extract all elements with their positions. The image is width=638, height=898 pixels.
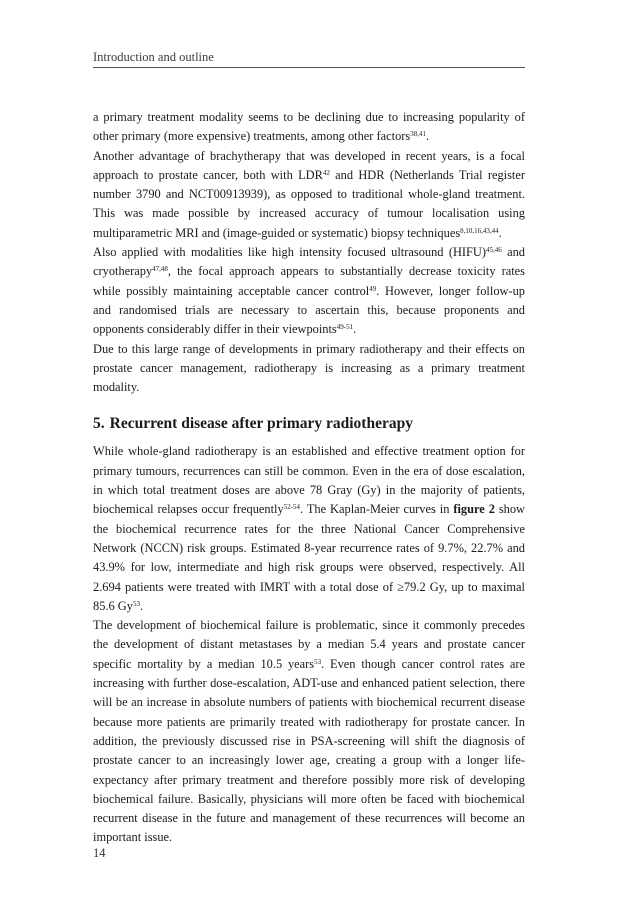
paragraph: a primary treatment modality seems to be declining due to increasing popularity of other primary (more expensive) treatments, among other factors$^{38,41}$.	[93, 110, 525, 144]
citation: 49	[369, 284, 377, 293]
citation: 53	[314, 657, 322, 666]
paragraph: Also applied with modalities like high intensity focused ultrasound (HIFU)$^{45,46}$ and cryotherapy$^{47,48}$, the focal approach appears to substantially decrease toxicity rates while possibly maintaining acceptable cancer control$^{49}$. However, longer follow-up and randomised trials are necessary to ascertain this, because proponents and opponents considerably differ in their viewpoints$^{49-51}$.	[93, 245, 525, 337]
paragraph: Another advantage of brachytherapy that was developed in recent years, is a focal approach to prostate cancer, both with LDR$^{42}$ and HDR (Netherlands Trial register number 3790 and NCT00913939), as opposed to traditional whole-gland treatment. This was made possible by increased accuracy of tumour localisation using multiparametric MRI and (image-guided or systematic) biopsy techniques$^{8,10,16,43,44}$.	[93, 148, 525, 240]
citation: 38,41	[410, 130, 426, 139]
body-text	[93, 108, 525, 848]
citation: 42	[322, 168, 330, 177]
citation: 45,46	[486, 246, 502, 255]
figure-reference[interactable]: figure 2	[453, 502, 495, 517]
citation: 52-54	[283, 503, 301, 512]
header-rule	[93, 67, 525, 68]
section-heading: 5. Recurrent disease after primary radiotherapy	[93, 415, 413, 433]
running-head: Introduction and outline	[93, 50, 214, 64]
citation: 49-51	[336, 323, 354, 332]
citation: 53	[132, 599, 140, 608]
paragraph: The development of biochemical failure is problematic, since it commonly precedes the development of distant metastases by a median 5.4 years and prostate cancer specific mortality by a median 10.5 years$^{53}$. Even though cancer control rates are increasing with further dose-escalation, ADT-use and enhanced patient selection, there will be an increase in absolute numbers of patients with biochemical recurrent disease because more patients are primarily treated with radiotherapy for prostate cancer. In addition, the previously discussed rise in PSA-screening will shift the diagnosis of prostate cancer to an increasingly lower age, creating a group with a longer life-expectancy after primary treatment and therefore possibly more risk of developing biochemical failure. Basically, physicians will more often be faced with biochemical recurrent disease in the future and management of these recurrences will become an important issue.	[93, 618, 525, 845]
paragraph: Due to this large range of developments in primary radiotherapy and their effects on prostate cancer management, radiotherapy is increasing as a primary treatment modality.	[93, 341, 525, 395]
citation: 47,48	[152, 265, 168, 274]
paragraph: While whole-gland radiotherapy is an established and effective treatment option for primary tumours, recurrences can still be common. Even in the era of dose escalation, in which total treatment doses are above 78 Gray (Gy) in the majority of patients, biochemical relapses occur frequently$^{52-54}$. The Kaplan-Meier curves in figure 2 show the biochemical recurrence rates for the three National Cancer Comprehensive Network (NCCN) risk groups. Estimated 8-year recurrence rates of 9.7%, 22.7% and 43.9% for low, intermediate and high risk groups were observed, respectively. All 2.694 patients were treated with IMRT with a total dose of ≥79.2 Gy, up to maximal 85.6 Gy$^{53}$.	[93, 444, 525, 613]
citation: 8,10,16,43,44	[460, 226, 499, 235]
page-number: 14	[93, 846, 106, 860]
